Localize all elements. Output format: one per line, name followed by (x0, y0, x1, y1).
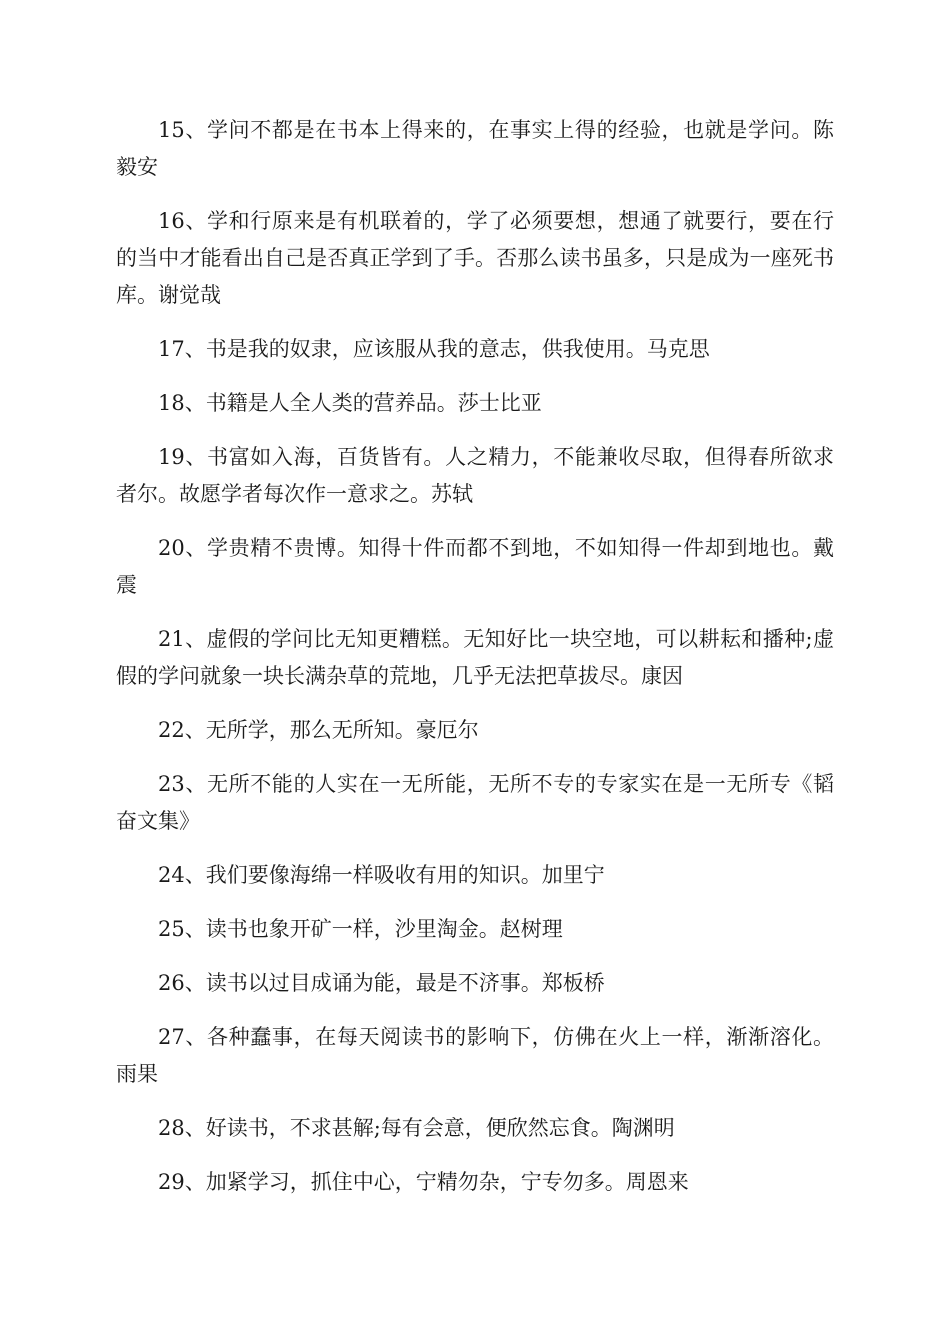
quote-paragraph-29: 29、加紧学习，抓住中心，宁精勿杂，宁专勿多。周恩来 (158, 1170, 689, 1194)
quote-paragraph-20: 20、学贵精不贵博。知得十件而都不到地，不如知得一件却到地也。戴震 (116, 536, 834, 597)
quote-paragraph-17: 17、书是我的奴隶，应该服从我的意志，供我使用。马克思 (158, 337, 710, 361)
quote-paragraph-21: 21、虚假的学问比无知更糟糕。无知好比一块空地，可以耕耘和播种;虚假的学问就象一块长满杂草的荒地，几乎无法把草拔尽。康因 (116, 627, 834, 688)
quote-paragraph-25: 25、读书也象开矿一样，沙里淘金。赵树理 (158, 917, 563, 941)
quote-paragraph-23: 23、无所不能的人实在一无所能，无所不专的专家实在是一无所专《韬奋文集》 (116, 772, 834, 833)
quote-paragraph-15: 15、学问不都是在书本上得来的，在事实上得的经验，也就是学问。陈毅安 (116, 118, 834, 179)
quote-paragraph-24: 24、我们要像海绵一样吸收有用的知识。加里宁 (158, 863, 605, 887)
quote-paragraph-19: 19、书富如入海，百货皆有。人之精力，不能兼收尽取，但得春所欲求者尔。故愿学者每次作一意求之。苏轼 (116, 445, 834, 506)
quote-paragraph-28: 28、好读书，不求甚解;每有会意，便欣然忘食。陶渊明 (158, 1116, 675, 1140)
quote-paragraph-18: 18、书籍是人全人类的营养品。莎士比亚 (158, 391, 542, 415)
quote-list (116, 112, 834, 1218)
quote-paragraph-22: 22、无所学，那么无所知。豪厄尔 (158, 718, 479, 742)
quote-paragraph-16: 16、学和行原来是有机联着的，学了必须要想，想通了就要行，要在行的当中才能看出自己是否真正学到了手。否那么读书虽多，只是成为一座死书库。谢觉哉 (116, 209, 834, 307)
quote-paragraph-27: 27、各种蠢事，在每天阅读书的影响下，仿佛在火上一样，渐渐溶化。雨果 (116, 1025, 834, 1086)
quote-paragraph-26: 26、读书以过目成诵为能，最是不济事。郑板桥 (158, 971, 605, 995)
